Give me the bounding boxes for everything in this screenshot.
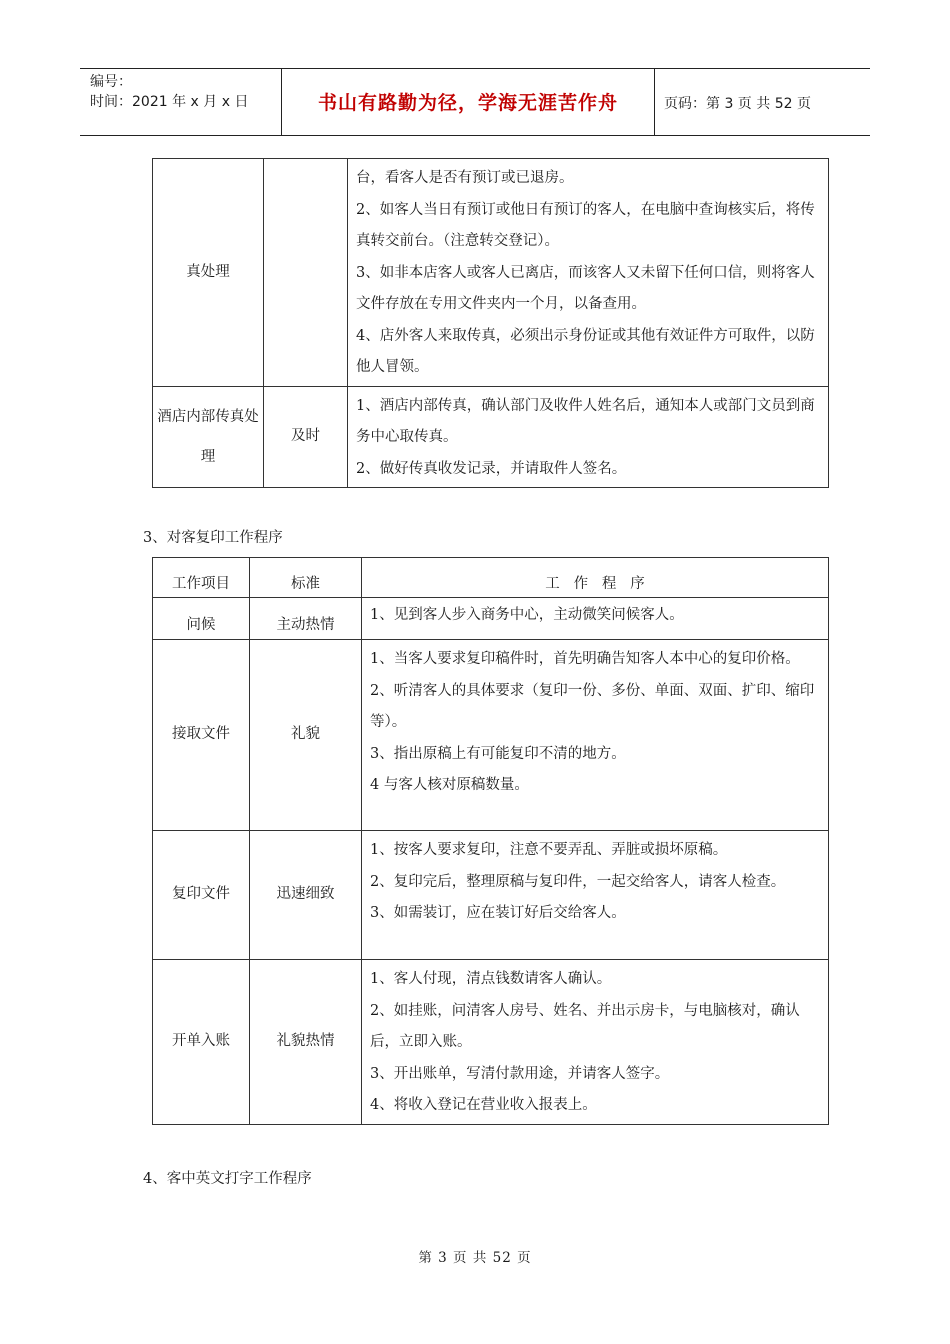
standard-cell: 及时 [264,386,348,488]
procedure-step: 4、店外客人来取传真，必须出示身份证或其他有效证件方可取件，以防他人冒领。 [356,327,815,375]
table-row [153,598,829,640]
table-row [153,831,829,960]
standard-cell [264,159,348,387]
procedure-step: 4、将收入登记在营业收入报表上。 [370,1097,597,1113]
header-top-rule [80,68,870,69]
page-footer: 第 3 页 共 52 页 [418,1250,532,1266]
header-standard: 标准 [250,558,362,598]
procedure-step: 1、按客人要求复印，注意不要弄乱、弄脏或损坏原稿。 [370,842,728,858]
header-procedure: 工 作 程 序 [362,558,829,598]
procedure-step: 2、复印完后，整理原稿与复印件，一起交给客人，请客人检查。 [370,873,786,890]
procedure-step: 1、见到客人步入商务中心，主动微笑问候客人。 [370,607,684,623]
procedure-cell [362,640,829,831]
table-row [153,960,829,1125]
procedure-cell [362,831,829,960]
procedure-step: 4 与客人核对原稿数量。 [370,777,529,793]
procedure-cell [362,960,829,1125]
procedure-cell [362,598,829,640]
date-label: 时间：2021 年 x 月 x 日 [90,94,249,110]
copy-procedure-table [152,557,829,1125]
procedure-step: 2、听清客人的具体要求（复印一份、多份、单面、双面、扩印、缩印等）。 [370,682,815,730]
table-row [153,159,829,387]
standard-cell: 主动热情 [250,598,362,640]
procedure-step: 3、开出账单，写清付款用途，并请客人签字。 [370,1065,670,1082]
header-page-info: 页码：第 3 页 共 52 页 [664,96,811,112]
item-cell: 复印文件 [153,831,250,960]
procedure-step: 3、如非本店客人或客人已离店，而该客人又未留下任何口信，则将客人文件存放在专用文件夹内一个月，以备查用。 [356,264,815,312]
section-heading: 4、客中英文打字工作程序 [143,1171,312,1187]
header-bottom-rule [80,135,870,136]
procedure-cell [348,386,829,488]
item-cell: 真处理 [153,159,264,387]
procedure-step: 2、如客人当日有预订或他日有预订的客人，在电脑中查询核实后，将传真转交前台。（注意转交登记）。 [356,201,815,249]
procedure-cell [348,159,829,387]
procedure-step: 1、酒店内部传真，确认部门及收件人姓名后，通知本人或部门文员到商务中心取传真。 [356,397,815,445]
item-cell: 开单入账 [153,960,250,1125]
header-item: 工作项目 [153,558,250,598]
procedure-step: 2、如挂账，问清客人房号、姓名、并出示房卡，与电脑核对，确认后，立即入账。 [370,1002,800,1050]
serial-label: 编号： [90,74,132,90]
procedure-step: 1、客人付现，清点钱数请客人确认。 [370,971,612,987]
table-row [153,386,829,488]
section-heading: 3、对客复印工作程序 [143,530,283,546]
header-divider-right [654,68,655,136]
standard-cell: 礼貌 [250,640,362,831]
table-header-row [153,558,829,598]
procedure-step: 3、如需装订，应在装订好后交给客人。 [370,905,626,921]
procedure-step: 3、指出原稿上有可能复印不清的地方。 [370,745,626,762]
item-cell: 接取文件 [153,640,250,831]
table-row [153,640,829,831]
item-cell: 问候 [153,598,250,640]
header-motto: 书山有路勤为径，学海无涯苦作舟 [317,92,618,114]
procedure-step: 2、做好传真收发记录，并请取件人签名。 [356,460,627,477]
procedure-step: 台，看客人是否有预订或已退房。 [356,170,574,186]
standard-cell: 迅速细致 [250,831,362,960]
procedure-step: 1、当客人要求复印稿件时，首先明确告知客人本中心的复印价格。 [370,651,800,667]
standard-cell: 礼貌热情 [250,960,362,1125]
header-meta [90,72,248,112]
fax-procedure-table [152,158,829,488]
item-cell: 酒店内部传真处理 [153,386,264,488]
